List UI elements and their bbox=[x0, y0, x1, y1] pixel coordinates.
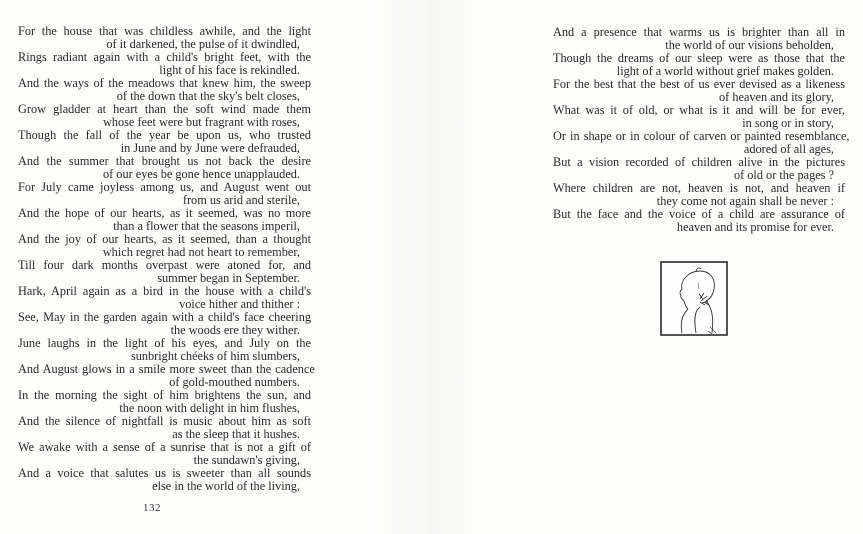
verse-line bbox=[18, 207, 311, 233]
verse-line-continuation: voice hither and thither : bbox=[179, 297, 300, 311]
verse-line-continuation: light of his face is rekindled. bbox=[159, 63, 300, 77]
verse-line-first: We awake with a sense of a sunrise that is not a gift of bbox=[18, 440, 311, 454]
verse-line bbox=[18, 415, 311, 441]
verse-line bbox=[553, 104, 845, 130]
verse-line-continuation: as the sleep that it hushes. bbox=[172, 427, 300, 441]
verse-line-first: Though the dreams of our sleep were as those that the bbox=[553, 51, 845, 65]
verse-line-first: June laughs in the light of his eyes, and July on the bbox=[18, 336, 311, 350]
verse-line bbox=[553, 78, 845, 104]
verse-line-first: And a presence that warms us is brighter than all in bbox=[553, 25, 845, 39]
verse-line-first: Grow gladder at heart than the soft wind made them bbox=[18, 102, 311, 116]
verse-line-continuation: adored of all ages, bbox=[743, 142, 834, 156]
verse-line bbox=[553, 156, 845, 182]
verse-line bbox=[553, 182, 845, 208]
verse-line-continuation: of the down that the sky's belt closes, bbox=[116, 89, 300, 103]
verse-line-first: And August glows in a smile more sweet than the cadence bbox=[18, 362, 315, 376]
verse-line-first: For the house that was childless awhile, and the light bbox=[18, 24, 311, 38]
page-number: 132 bbox=[143, 502, 161, 514]
verse-line-first: But the face and the voice of a child are assurance of bbox=[553, 207, 845, 221]
verse-line-first: But a vision recorded of children alive in the pictures bbox=[553, 155, 845, 169]
verse-line-continuation: summer began in September. bbox=[157, 271, 300, 285]
verse-line-continuation: of our eyes be gone hence unapplauded. bbox=[102, 167, 300, 181]
verse-line-continuation: in June and by June were defrauded, bbox=[120, 141, 300, 155]
baby-sketch-illustration bbox=[660, 261, 728, 336]
verse-line-first: See, May in the garden again with a child's face cheering bbox=[18, 310, 311, 324]
verse-line-continuation: of gold-mouthed numbers. bbox=[169, 375, 300, 389]
verse-line-continuation: the sundawn's giving, bbox=[193, 453, 300, 467]
verse-line-first: Hark, April again as a bird in the house with a child's bbox=[18, 284, 311, 298]
verse-line-first: Rings radiant again with a child's bright feet, with the bbox=[18, 50, 311, 64]
verse-line-first: What was it of old, or what is it and will be for ever, bbox=[553, 103, 845, 117]
verse-line-first: And the hope of our hearts, as it seemed, was no more bbox=[18, 206, 311, 220]
verse-line bbox=[18, 285, 311, 311]
verse-line-continuation: sunbright chéeks of him slumbers, bbox=[130, 349, 300, 363]
verse-line-first: For the best that the best of us ever devised as a likeness bbox=[553, 77, 845, 91]
left-page bbox=[0, 0, 430, 534]
baby-sketch-icon bbox=[660, 261, 728, 336]
verse-line bbox=[553, 129, 850, 156]
verse-line bbox=[18, 441, 311, 467]
verse-line-continuation: light of a world without grief makes golden. bbox=[616, 64, 834, 78]
verse-line bbox=[18, 389, 311, 415]
verse-line-first: For July came joyless among us, and August went out bbox=[18, 180, 311, 194]
verse-line-continuation: the world of our visions beholden, bbox=[665, 38, 834, 52]
verse-line bbox=[18, 233, 311, 259]
verse-line bbox=[18, 155, 311, 181]
verse-line bbox=[18, 337, 311, 363]
verse-line bbox=[553, 208, 845, 234]
verse-line-continuation: in song or in story, bbox=[742, 116, 834, 130]
verse-line-first: And a voice that salutes us is sweeter than all sounds bbox=[18, 466, 311, 480]
verse-line-continuation: which regret had not heart to remember, bbox=[102, 245, 300, 259]
verse-line bbox=[18, 25, 311, 51]
verse-line-first: Till four dark months overpast were atoned for, and bbox=[18, 258, 311, 272]
verse-line bbox=[18, 103, 311, 129]
right-page bbox=[430, 0, 863, 534]
verse-line bbox=[18, 467, 311, 493]
verse-line bbox=[18, 259, 311, 285]
verse-line-continuation: the noon with delight in him flushes, bbox=[119, 401, 300, 415]
verse-line bbox=[18, 51, 311, 77]
verse-line-continuation: the woods ere they wither. bbox=[170, 323, 300, 337]
verse-line-first: In the morning the sight of him brightens the sun, and bbox=[18, 388, 311, 402]
verse-line-first: Though the fall of the year be upon us, who trusted bbox=[18, 128, 311, 142]
verse-line-first: Where children are not, heaven is not, and heaven if bbox=[553, 181, 845, 195]
verse-line bbox=[553, 52, 845, 78]
verse-line bbox=[553, 26, 845, 52]
verse-line bbox=[18, 77, 311, 103]
verse-line-continuation: of old or the pages ? bbox=[733, 168, 834, 182]
verse-line-first: And the joy of our hearts, as it seemed, than a thought bbox=[18, 232, 311, 246]
verse-line-continuation: else in the world of the living, bbox=[152, 479, 300, 493]
verse-line-continuation: of it darkened, the pulse of it dwindled, bbox=[106, 37, 300, 51]
poem-text-left bbox=[18, 24, 315, 493]
poem-text-right bbox=[553, 25, 850, 234]
verse-line-continuation: of heaven and its glory, bbox=[719, 90, 834, 104]
verse-line-first: And the silence of nightfall is music about him as soft bbox=[18, 414, 311, 428]
verse-line-first: And the ways of the meadows that knew him, the sweep bbox=[18, 76, 311, 90]
verse-line bbox=[18, 181, 311, 207]
verse-line-first: Or in shape or in colour of carven or painted resemblance, bbox=[553, 129, 850, 143]
verse-line bbox=[18, 311, 311, 337]
verse-line-continuation: from us arid and sterile, bbox=[182, 193, 300, 207]
verse-line-continuation: whose feet were but fragrant with roses, bbox=[102, 115, 300, 129]
verse-line bbox=[18, 362, 315, 389]
verse-line-continuation: heaven and its promise for ever. bbox=[676, 220, 834, 234]
verse-line-continuation: they come not again shall be never : bbox=[656, 194, 834, 208]
verse-line-first: And the summer that brought us not back the desire bbox=[18, 154, 311, 168]
verse-line-continuation: than a flower that the seasons imperil, bbox=[113, 219, 300, 233]
verse-line bbox=[18, 129, 311, 155]
